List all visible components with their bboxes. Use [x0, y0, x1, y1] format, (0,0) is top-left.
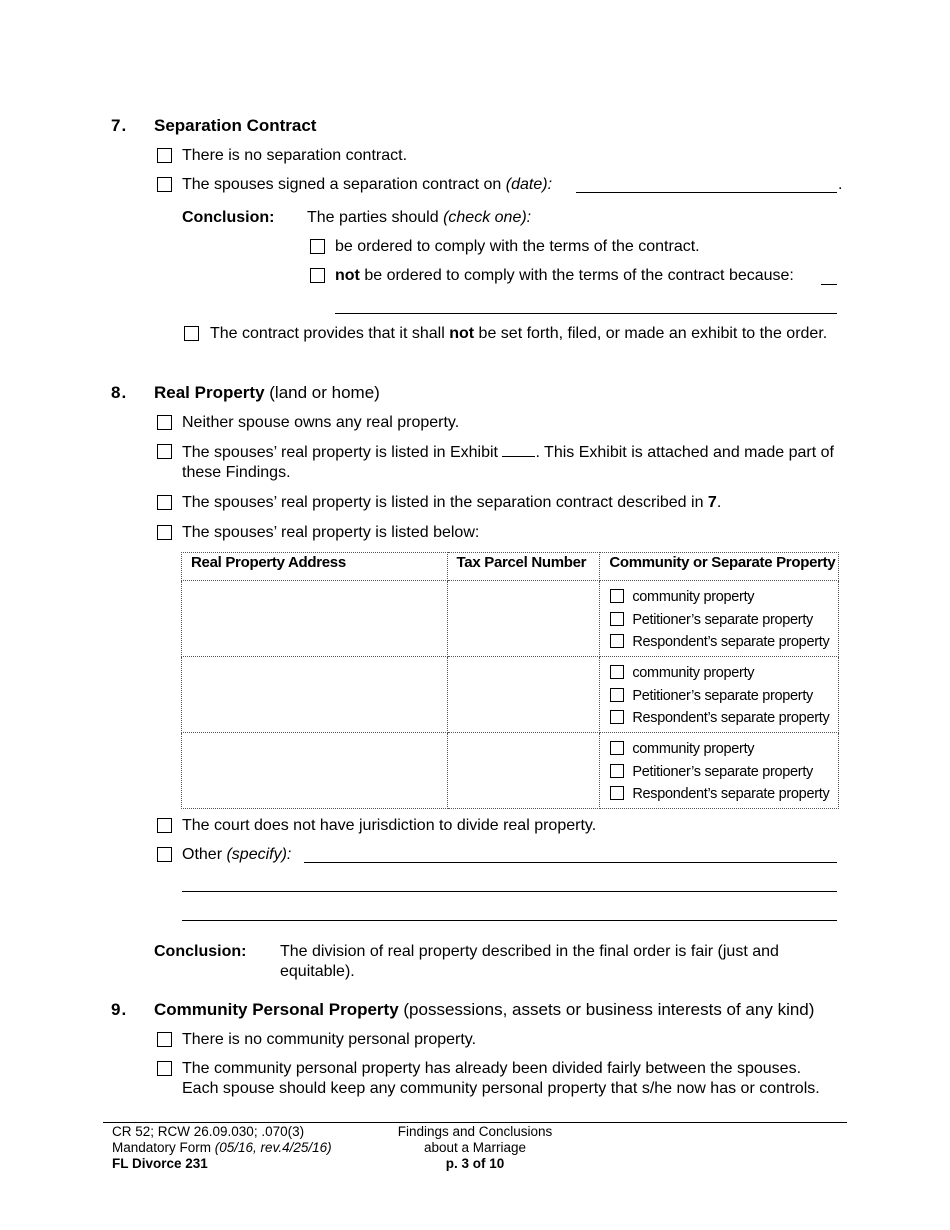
checkbox-no-separation-contract[interactable]: [157, 148, 172, 163]
footer-form-version: Mandatory Form (05/16, rev.4/25/16): [112, 1140, 332, 1155]
checkbox-property-in-contract[interactable]: [157, 495, 172, 510]
not-comply-reason-field[interactable]: [335, 313, 837, 314]
checkbox-community-property[interactable]: [610, 589, 624, 603]
checkbox-no-real-property[interactable]: [157, 415, 172, 430]
checkbox-petitioner-separate[interactable]: [610, 612, 624, 626]
checkbox-property-listed-below[interactable]: [157, 525, 172, 540]
checkbox-comply-contract[interactable]: [310, 239, 325, 254]
label-community-property: community property: [632, 741, 755, 757]
label-petitioner-separate: Petitioner’s separate property: [632, 687, 814, 704]
table-row: [182, 581, 839, 657]
table-row: [182, 657, 839, 733]
option-contract-not-filed: The contract provides that it shall not be set forth, filed, or made an exhibit to the order.: [210, 325, 828, 342]
section-9-title: Community Personal Property (possessions, assets or business interests of any kind): [154, 1000, 815, 1019]
tax-parcel-cell[interactable]: [447, 581, 600, 657]
footer-divider: [103, 1122, 847, 1123]
section-7-conclusion-text: The parties should (check one):: [307, 209, 532, 226]
checkbox-petitioner-separate[interactable]: [610, 688, 624, 702]
label-community-property: community property: [632, 589, 755, 605]
option-property-listed-below: The spouses’ real property is listed below:: [182, 524, 480, 541]
option-no-community-personal-property: There is no community personal property.: [182, 1031, 477, 1048]
section-8-conclusion-text: The division of real property described in the final order is fair (just and equitable).: [280, 943, 779, 980]
address-cell[interactable]: [182, 657, 448, 733]
footer-page-number: p. 3 of 10: [445, 1156, 505, 1171]
label-respondent-separate: Respondent’s separate property: [632, 710, 830, 726]
option-no-real-property: Neither spouse owns any real property.: [182, 414, 460, 431]
section-8-number: 8.: [111, 383, 128, 402]
table-row: [182, 733, 839, 809]
header-real-property-address: Real Property Address: [182, 553, 448, 581]
label-respondent-separate: Respondent’s separate property: [632, 634, 830, 650]
checkbox-respondent-separate[interactable]: [610, 634, 624, 648]
checkbox-no-jurisdiction[interactable]: [157, 818, 172, 833]
other-specify-field-line-3[interactable]: [182, 920, 837, 921]
property-type-cell: [600, 657, 839, 733]
other-specify-field[interactable]: [304, 862, 837, 863]
label-petitioner-separate: Petitioner’s separate property: [632, 611, 814, 628]
option-comply-contract: be ordered to comply with the terms of the contract.: [335, 238, 700, 255]
checkbox-already-divided[interactable]: [157, 1061, 172, 1076]
section-7-number: 7.: [111, 116, 128, 135]
property-type-cell: [600, 581, 839, 657]
contract-date-field[interactable]: [576, 192, 837, 193]
option-signed-contract: The spouses signed a separation contract on (date):: [182, 176, 553, 193]
checkbox-not-comply-contract[interactable]: [310, 268, 325, 283]
checkbox-no-community-personal-property[interactable]: [157, 1032, 172, 1047]
property-type-cell: [600, 733, 839, 809]
checkbox-contract-not-filed[interactable]: [184, 326, 199, 341]
header-tax-parcel-number: Tax Parcel Number: [447, 553, 600, 581]
header-community-or-separate: Community or Separate Property: [600, 553, 839, 581]
other-specify-field-line-2[interactable]: [182, 891, 837, 892]
not-comply-reason-field-start[interactable]: [821, 284, 837, 285]
footer-rule-citation: CR 52; RCW 26.09.030; .070(3): [112, 1124, 305, 1139]
tax-parcel-cell[interactable]: [447, 657, 600, 733]
option-already-divided: The community personal property has already been divided fairly between the spouses. Each spouse should keep any community personal property that s/he now has or controls.: [182, 1060, 820, 1097]
section-8-title: Real Property (land or home): [154, 383, 380, 402]
section-7-conclusion-label: Conclusion:: [182, 209, 275, 226]
option-other-property: Other (specify):: [182, 846, 292, 863]
tax-parcel-cell[interactable]: [447, 733, 600, 809]
checkbox-community-property[interactable]: [610, 665, 624, 679]
footer-form-title-1: Findings and Conclusions: [397, 1124, 553, 1139]
option-no-jurisdiction: The court does not have jurisdiction to divide real property.: [182, 817, 597, 834]
address-cell[interactable]: [182, 581, 448, 657]
section-8-conclusion-label: Conclusion:: [154, 943, 247, 960]
option-no-separation-contract: There is no separation contract.: [182, 147, 408, 164]
footer-center: [375, 1124, 575, 1172]
footer-form-id: FL Divorce 231: [112, 1156, 208, 1171]
address-cell[interactable]: [182, 733, 448, 809]
checkbox-community-property[interactable]: [610, 741, 624, 755]
footer-form-title-2: about a Marriage: [423, 1140, 527, 1155]
checkbox-respondent-separate[interactable]: [610, 710, 624, 724]
real-property-table: [181, 552, 839, 809]
option-property-in-contract: The spouses’ real property is listed in the separation contract described in 7.: [182, 494, 722, 511]
checkbox-other-property[interactable]: [157, 847, 172, 862]
signed-contract-period: .: [838, 176, 843, 193]
section-9-number: 9.: [111, 1000, 128, 1019]
label-community-property: community property: [632, 665, 755, 681]
exhibit-number-field[interactable]: [502, 442, 535, 457]
checkbox-respondent-separate[interactable]: [610, 786, 624, 800]
checkbox-signed-contract[interactable]: [157, 177, 172, 192]
label-petitioner-separate: Petitioner’s separate property: [632, 763, 814, 780]
footer-left: [112, 1124, 332, 1172]
section-7-title: Separation Contract: [154, 116, 317, 135]
checkbox-property-exhibit[interactable]: [157, 444, 172, 459]
option-property-exhibit: The spouses’ real property is listed in Exhibit . This Exhibit is attached and made part of these Findings.: [182, 444, 834, 481]
option-not-comply-contract: not be ordered to comply with the terms of the contract because:: [335, 267, 794, 284]
checkbox-petitioner-separate[interactable]: [610, 764, 624, 778]
label-respondent-separate: Respondent’s separate property: [632, 786, 830, 802]
